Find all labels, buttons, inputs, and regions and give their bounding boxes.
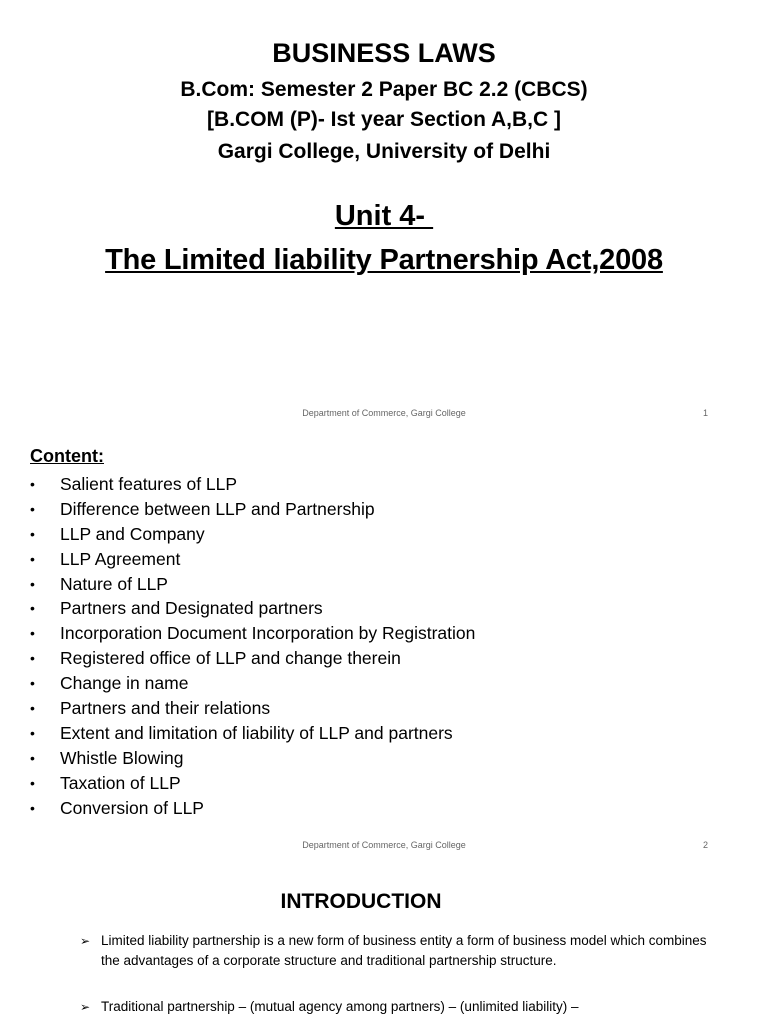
bullet-icon: • — [30, 724, 35, 741]
content-list-item — [30, 522, 475, 547]
content-item-text: Conversion of LLP — [60, 797, 204, 818]
content-list-item — [30, 472, 475, 497]
arrow-bullet-icon: ➢ — [80, 1000, 91, 1014]
bullet-icon: • — [30, 525, 35, 542]
content-item-text: Change in name — [60, 673, 189, 694]
bullet-icon: • — [30, 476, 35, 492]
bullet-icon: • — [30, 799, 35, 816]
slide-footer: Department of Commerce, Gargi College — [302, 840, 466, 850]
content-list-item — [30, 596, 475, 621]
content-heading — [30, 446, 104, 467]
bullet-icon: • — [30, 650, 35, 667]
content-item-text: LLP and Company — [60, 523, 205, 544]
bullet-icon: • — [30, 774, 35, 791]
content-item-text: Taxation of LLP — [60, 772, 181, 793]
unit-heading: Unit 4- — [334, 200, 434, 232]
content-list — [30, 472, 475, 820]
slide-2 — [0, 430, 768, 860]
content-list-item — [30, 671, 475, 696]
content-item-text: LLP Agreement — [60, 548, 181, 569]
content-item-text: Partners and their relations — [60, 698, 271, 719]
content-list-item — [30, 771, 475, 796]
content-item-text: Difference between LLP and Partnership — [60, 498, 375, 519]
content-heading-colon: : — [97, 446, 104, 466]
content-list-item — [30, 572, 475, 597]
slide-footer: Department of Commerce, Gargi College — [302, 408, 466, 418]
bullet-icon: • — [30, 500, 35, 517]
bullet-icon: • — [30, 550, 35, 567]
bullet-icon: • — [30, 625, 35, 642]
content-list-item — [30, 796, 475, 821]
page-number: 2 — [703, 840, 709, 850]
content-item-text: Extent and limitation of liability of LLP and partners — [60, 722, 453, 743]
intro-point-text: Limited liability partnership is a new form of business entity a form of business model which combines the advantages of a corporate structure and traditional partnership structure. — [101, 933, 707, 968]
college-line: Gargi College, University of Delhi — [217, 140, 551, 163]
bullet-icon: • — [30, 600, 35, 617]
act-heading: The Limited liability Partnership Act,2008 — [105, 244, 663, 276]
intro-point-text: Traditional partnership – (mutual agency among partners) – (unlimited liability) – — [101, 999, 579, 1014]
content-list-item — [30, 646, 475, 671]
slide-3 — [0, 860, 768, 1024]
bullet-icon: • — [30, 675, 35, 692]
arrow-bullet-icon: ➢ — [80, 934, 91, 948]
content-list-item — [30, 621, 475, 646]
bullet-icon: • — [30, 749, 35, 766]
content-list-item — [30, 721, 475, 746]
content-item-text: Incorporation Document Incorporation by Registration — [60, 623, 476, 644]
bullet-icon: • — [30, 700, 35, 717]
intro-point — [80, 931, 720, 971]
intro-point — [80, 997, 720, 1017]
page-number: 1 — [703, 408, 709, 418]
bullet-icon: • — [30, 575, 35, 592]
content-item-text: Salient features of LLP — [60, 474, 238, 494]
content-item-text: Registered office of LLP and change therein — [60, 648, 401, 669]
content-heading-text: Content — [30, 446, 98, 466]
content-list-item — [30, 547, 475, 572]
section-line: [B.COM (P)- Ist year Section A,B,C ] — [207, 108, 561, 131]
content-list-item — [30, 696, 475, 721]
content-list-item — [30, 497, 475, 522]
content-item-text: Partners and Designated partners — [60, 598, 323, 619]
content-item-text: Nature of LLP — [60, 573, 168, 594]
slide-1 — [0, 0, 768, 430]
introduction-heading: INTRODUCTION — [280, 890, 442, 913]
document-title: BUSINESS LAWS — [272, 38, 496, 68]
content-item-text: Whistle Blowing — [60, 747, 184, 768]
course-line: B.Com: Semester 2 Paper BC 2.2 (CBCS) — [180, 78, 588, 101]
content-list-item — [30, 746, 475, 771]
